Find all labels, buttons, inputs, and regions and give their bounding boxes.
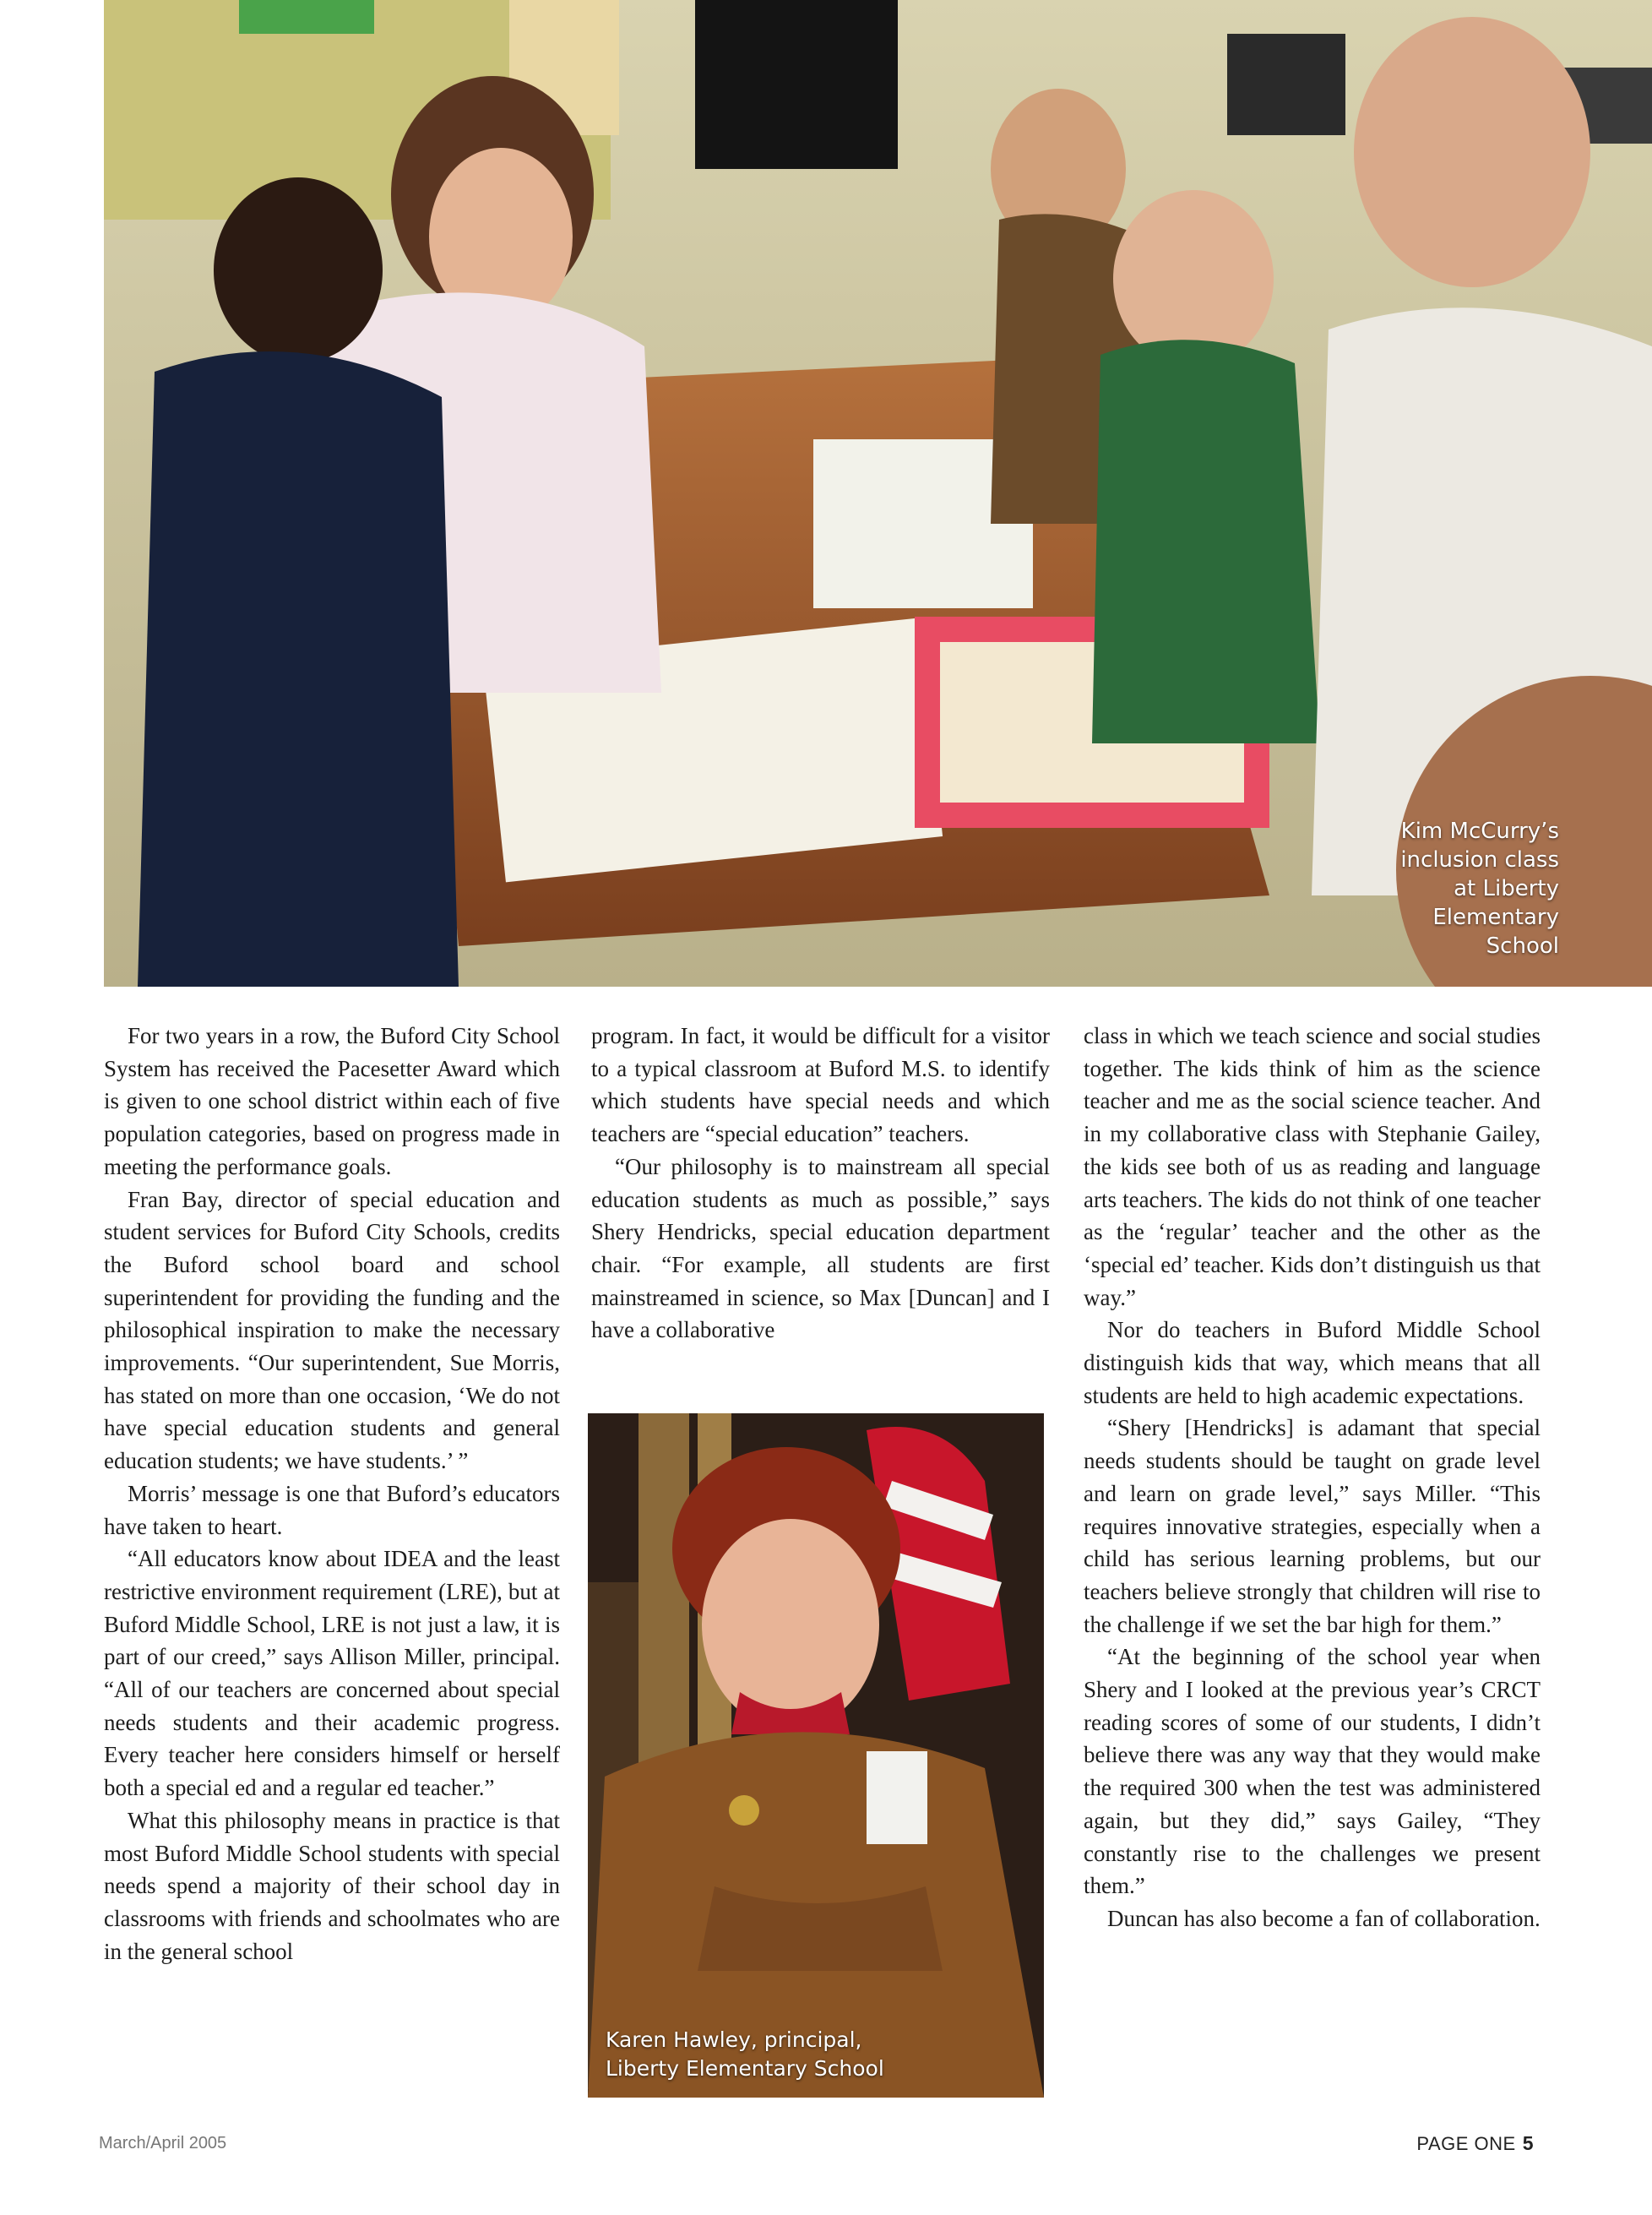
paragraph: “Our philosophy is to mainstream all special education students as much as possible,” says Shery Hendricks, special education department chair. “For example, all students are first mainstreamed in science, so Max [Duncan] and I have a collaborative xyxy=(591,1153,1050,1343)
paragraph: class in which we teach science and social studies together. The kids think of him as the science teacher and me as the social science teacher. And in my collaborative class with Stephanie Gailey, the kids see both of us as reading and language arts teachers. The kids do not think of one teacher as the ‘regular’ teacher and the other as the ‘special ed’ teacher. Kids don’t distinguish us that way.” xyxy=(1084,1023,1541,1310)
paragraph: Morris’ message is one that Buford’s educators have taken to heart. xyxy=(104,1480,560,1539)
paragraph: For two years in a row, the Buford City School System has received the Pacesetter Award which is given to one school district within each of five population categories, based on progress made in meeting the performance goals. xyxy=(104,1023,560,1179)
principal-photo-caption-line: Liberty Elementary School xyxy=(606,2056,884,2081)
top-photo-caption-line: School xyxy=(1486,933,1559,959)
paragraph: “All educators know about IDEA and the least restrictive environment requirement (LRE), but at Buford Middle School, LRE is not just a law, it is part of our creed,” says Allison Miller, principal. “All of our teachers are concerned about special needs students and their academic progress. Every teacher here considers himself or herself both a special ed and a regular ed teacher.” xyxy=(104,1546,560,1801)
paragraph: Duncan has also become a fan of collaboration. xyxy=(1107,1905,1541,1931)
paragraph: Nor do teachers in Buford Middle School distinguish kids that way, which means that all students are held to high academic expectations. xyxy=(1084,1317,1541,1408)
issue-date: March/April 2005 xyxy=(99,2134,227,2152)
page-footer xyxy=(1416,2132,1534,2155)
top-photo-caption-line: Kim McCurry’s xyxy=(1400,819,1559,844)
article-column-3 xyxy=(1084,1020,1541,1935)
top-photo-caption xyxy=(1340,817,1559,961)
paragraph: program. In fact, it would be difficult for a visitor to a typical classroom at Buford M.S. to identify which students have special needs and which teachers are “special education” teachers. xyxy=(591,1023,1050,1147)
paragraph: What this philosophy means in practice is that most Buford Middle School students with special needs spend a majority of their school day in classrooms with friends and schoolmates who are in the general school xyxy=(104,1807,560,1964)
article-column-1 xyxy=(104,1020,560,1967)
article-column-2 xyxy=(591,1020,1050,1347)
principal-photo-image xyxy=(588,1413,1044,2098)
publication-name: PAGE ONE xyxy=(1416,2133,1516,2154)
paragraph: “Shery [Hendricks] is adamant that special needs students should be taught on grade level and learn on grade level,” says Miller. “This requires innovative strategies, especially when a child has serious learning problems, but our teachers believe strongly that children will rise to the challenge if we set the bar high for them.” xyxy=(1084,1415,1541,1637)
top-photo-caption-line: inclusion class xyxy=(1400,847,1559,873)
top-photo-caption-line: at Liberty xyxy=(1454,876,1559,901)
principal-photo xyxy=(588,1413,1044,2098)
page-number: 5 xyxy=(1522,2132,1534,2154)
top-photo-caption-line: Elementary xyxy=(1432,905,1559,930)
paragraph: “At the beginning of the school year when Shery and I looked at the previous year’s CRCT reading scores of some of our students, I didn’t believe there was any way that they would make the required 300 when the test was administered again, but they did,” says Gailey, “They constantly rise to the challenges we present them.” xyxy=(1084,1644,1541,1899)
principal-photo-caption xyxy=(606,2026,910,2083)
principal-photo-caption-line: Karen Hawley, principal, xyxy=(606,2027,862,2052)
paragraph: Fran Bay, director of special education and student services for Buford City Schools, credits the Buford school board and school superintendent for providing the funding and the philosophical inspiration to make the necessary improvements. “Our superintendent, Sue Morris, has stated on more than one occasion, ‘We do not have special education students and general education students; we have students.’ ” xyxy=(104,1186,560,1474)
